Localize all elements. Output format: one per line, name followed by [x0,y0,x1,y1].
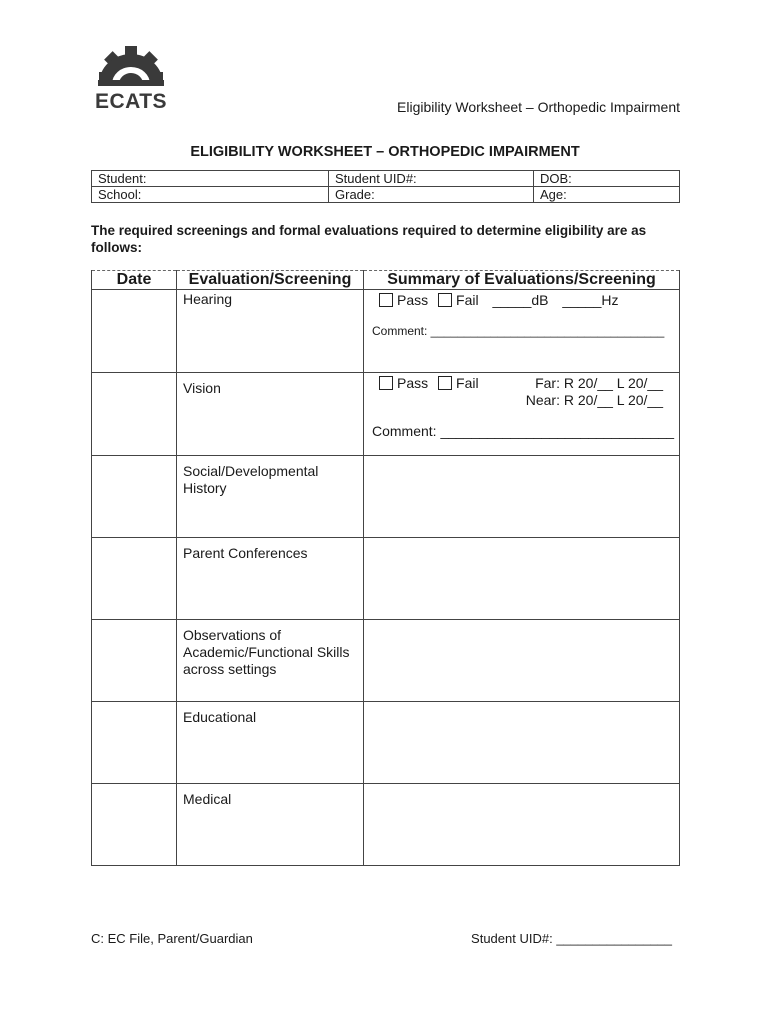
student-field[interactable]: Student: [92,171,329,187]
vision-far-field[interactable]: Far: R 20/__ L 20/__ [535,375,663,391]
hearing-summary [364,290,679,372]
evaluation-label: Vision [183,380,221,396]
header-summary: Summary of Evaluations/Screening [364,271,680,290]
hearing-hz-field[interactable]: _____Hz [562,292,619,308]
table-row [92,702,680,784]
running-head: Eligibility Worksheet – Orthopedic Impairment [397,99,680,115]
date-cell[interactable] [92,784,177,866]
hearing-fail-checkbox[interactable] [438,293,452,307]
evaluation-label: Medical [183,791,232,807]
summary-cell[interactable] [364,538,680,620]
footer-student-uid[interactable]: Student UID#: ________________ [471,931,672,946]
hearing-pass-checkbox[interactable] [379,293,393,307]
footer-copies: C: EC File, Parent/Guardian [91,931,253,946]
table-row [92,373,680,456]
table-row [92,620,680,702]
vision-fail-checkbox[interactable] [438,376,452,390]
vision-pass-checkbox[interactable] [379,376,393,390]
ecats-logo [92,46,170,113]
vision-comment-field[interactable]: Comment: ______________________________ [372,423,675,439]
evaluation-label: Educational [183,709,257,725]
gear-logo-icon [92,46,170,90]
hearing-db-field[interactable]: _____dB [492,292,549,308]
document-title: ELIGIBILITY WORKSHEET – ORTHOPEDIC IMPAIRMENT [190,144,580,160]
evaluation-label: Observations of Academic/Functional Skills across settings [183,627,350,677]
student-info-table [91,170,680,203]
vision-near-field[interactable]: Near: R 20/__ L 20/__ [525,392,663,408]
vision-fail-label: Fail [456,375,479,391]
intro-text: The required screenings and formal evaluations required to determine eligibility are as follows: [91,223,647,255]
header-date: Date [92,271,177,290]
date-cell[interactable] [92,538,177,620]
summary-cell[interactable] [364,784,680,866]
hearing-pass-label: Pass [397,292,429,308]
date-cell[interactable] [92,620,177,702]
hearing-comment-field[interactable]: Comment: ___________________________________ [372,324,665,338]
date-cell[interactable] [92,373,177,456]
evaluation-table [91,270,680,866]
evaluation-label: Social/Developmental History [183,463,319,496]
table-row [92,290,680,373]
student-uid-field[interactable]: Student UID#: [329,171,534,187]
logo-text: ECATS [94,90,168,113]
hearing-fail-label: Fail [456,292,479,308]
date-cell[interactable] [92,456,177,538]
table-row [92,784,680,866]
table-row [92,456,680,538]
age-field[interactable]: Age: [534,187,680,203]
summary-cell[interactable] [364,620,680,702]
table-row [92,538,680,620]
evaluation-label: Parent Conferences [183,545,308,561]
dob-field[interactable]: DOB: [534,171,680,187]
school-field[interactable]: School: [92,187,329,203]
evaluation-label: Hearing [183,291,233,307]
summary-cell[interactable] [364,456,680,538]
vision-summary [364,373,679,455]
date-cell[interactable] [92,290,177,373]
summary-cell[interactable] [364,702,680,784]
header-evaluation: Evaluation/Screening [177,271,364,290]
date-cell[interactable] [92,702,177,784]
grade-field[interactable]: Grade: [329,187,534,203]
vision-pass-label: Pass [397,375,429,391]
